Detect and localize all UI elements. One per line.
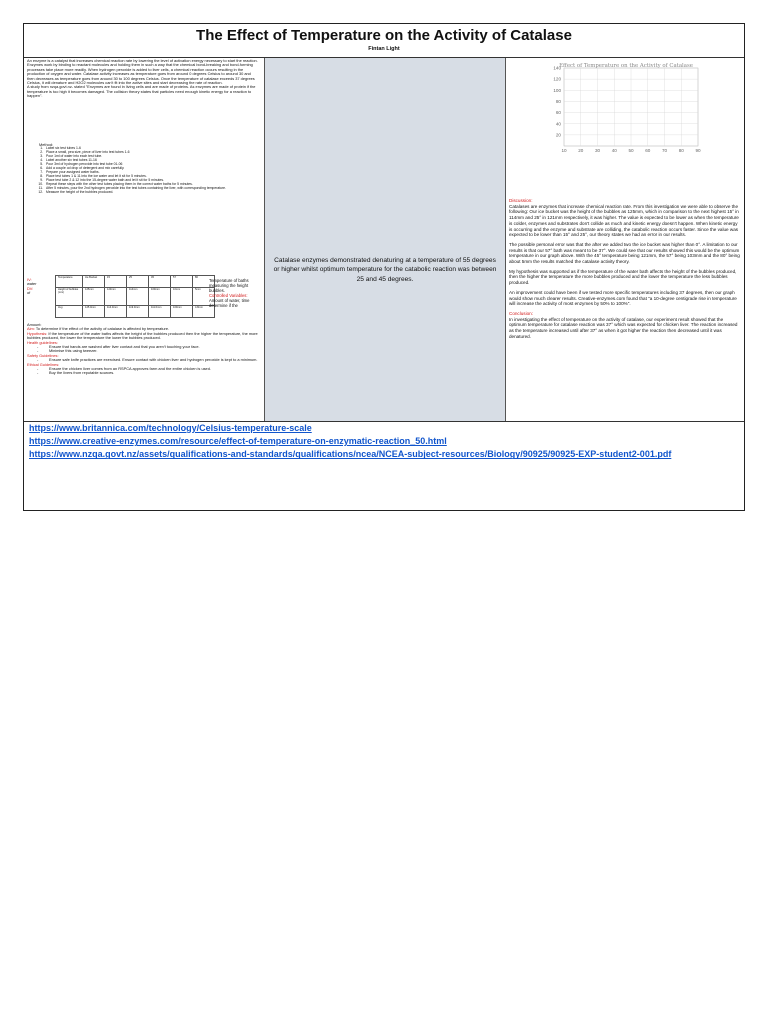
table-cell: Avg — [56, 306, 83, 318]
method-step: 7. Prepare your assigned water baths. — [44, 171, 259, 175]
method-step: 6. Add a couple od drop of detergent and mix carefully. — [44, 167, 259, 171]
x-tick-label: 10 — [561, 148, 567, 153]
method-step: 8. Place test tubes 1 & 11 into the ice water and let it sit for 5 minutes. — [44, 175, 259, 179]
poster — [23, 23, 745, 511]
ethical-list — [27, 367, 259, 376]
table-cell: 4.8mm — [193, 306, 215, 318]
intro-block — [27, 59, 259, 99]
reference-link[interactable]: https://www.nzqa.govt.nz/assets/qualifications-and-standards/qualifications/ncea/NCEA-subject-resources/Biology/90925/90925-EXP-student2-001.pdf — [29, 449, 672, 460]
ethical-label: Ethical Guidelines: — [27, 361, 60, 367]
list-item: - Ensure that hands are washed after liver contact and that you aren't touching your face. — [49, 345, 259, 349]
x-tick-label: 90 — [695, 148, 701, 153]
method-step: 5. Pour 3ml of hydrogen peroxide into test tube 01-06 — [44, 163, 259, 167]
table-cell: 15 — [105, 276, 127, 288]
activity-chart — [542, 60, 702, 160]
discussion-paragraph: The possible personal error was that the after we added two the ice bucket was higher than 0°. A limitation to our results is that our 57° bath was meant to be 37°. We could see that our results showed this would be the optimum temperature in our graph above. With the 45° temperature being 121mm, the 57° being 103mm and the 80° being about 5mm the results matched the catalase activity theory. — [509, 241, 740, 265]
poster-title: The Effect of Temperature on the Activity of Catalase — [196, 27, 572, 44]
y-tick-label: 20 — [555, 132, 561, 138]
aim-text: To determine if the effect of the activity of catalase is affected by temperature. — [35, 326, 170, 332]
table-cell: 114.0mm — [105, 306, 127, 318]
method-step: 2. Place a small, pea size, piece of liver into test tubes 1-6 — [44, 151, 259, 155]
method-label: Method: — [39, 142, 54, 147]
x-tick-label: 60 — [645, 148, 651, 153]
y-tick-label: 100 — [553, 87, 561, 93]
x-tick-label: 70 — [661, 148, 668, 153]
reference-link[interactable]: https://www.britannica.com/technology/Celsius-temperature-scale — [29, 423, 312, 433]
dv-description: Temperature of baths measuring the height bubbles. — [209, 278, 249, 293]
table-cell: 125.0mm — [83, 306, 105, 318]
x-tick-label: 80 — [678, 148, 684, 153]
aim-right-text: determine if the — [209, 303, 238, 308]
variables-right — [209, 278, 261, 308]
conclusion-text: In investigating the effect of temperature on the activity of catalase, our experiment result showed that the optimum temperature for catalase reaction was 37° which was expected for chicken liver. The reaction increased as the temperature increased until after 37° as when it got higher the reaction then decreased until it was denatured. — [509, 316, 738, 339]
x-tick-label: 30 — [594, 148, 601, 153]
list-item: - Buy the livers from reputable sources. — [49, 371, 259, 375]
discussion-paragraph: Catalases are enzymes that increase chemical reaction rate. From this investigation we were able to observe the following: Our ice bucket was the height of the bubbles as 125mm, which in comparison to the next highest 15° in 114mm and 25° in 121mm respectively, it was higher. The value is expected to be lower as when the temperature is colder, enzymes and substrates don't collide as much and kinetic energy doesn't happen. When kinetic energy is occurring and the enzyme and substrate are colliding, the catabolic reaction occurs faster. Since the value was expected to be lower than 15° and 25°, our theory states we had an error in our results. — [509, 203, 739, 238]
table-cell: 111.0mm — [149, 306, 171, 318]
y-tick-label: 60 — [555, 110, 561, 116]
method-list — [27, 147, 259, 194]
table-row — [56, 288, 215, 306]
variables-left — [27, 278, 55, 296]
list-item: - Ensure safe knife practices are exercised. Ensure contact with chicken liver and hydrogen peroxide is kept to a minimum. — [49, 358, 259, 362]
reference-link[interactable]: https://www.creative-enzymes.com/resource/effect-of-temperature-on-enzymatic-reaction_50.html — [29, 436, 447, 447]
x-tick-label: 40 — [611, 148, 617, 153]
list-item: - Minimise this using tweezer. — [49, 349, 259, 353]
discussion-label: Discussion: — [509, 198, 533, 203]
conclusion-label: Conclusion: — [509, 310, 534, 316]
intro-text: An enzyme is a catalyst that increases chemical reaction rate by lowering the level of activation energy necessary to start the reaction. Enzymes work by binding to reactant molecules and holding them in such a way that the chemical bond-breaking and bond-forming processes take place more readily. When hydrogen peroxide is added to liver cells, a chemical reaction occurs resulting in the production of oxygen and water. Catalase activity increases as temperature goes from around 0 degrees Celsius to around 30 and then decreases as temperature goes from around 30 to 100 degrees Celsius. Once the temperature of catalase exceeds 37 degrees Celsius, it will denature and H2O2 molecules can't fit into the active sites and start decreasing the rate of reaction. — [27, 58, 258, 86]
x-tick-label: 50 — [628, 148, 634, 153]
table-cell: 25 — [127, 276, 149, 288]
discussion-paragraph: An improvement could have been if we tested more specific temperatures including 37 degrees, then our graph would show much clearer results. Creative-enzymes.com found that "a 10-degree centigrade rise in temperature will increase the activity of most enzymes by 50% to 100%". — [509, 289, 737, 307]
method-block — [27, 143, 259, 195]
hypothesis-label: Hypothesis: — [27, 330, 48, 336]
summary-text: Catalase enzymes demonstrated denaturing at a temperature of 55 degrees or higher whilst optimum temperature for the catabolic reaction was between 25 and 45 degrees. — [273, 257, 497, 283]
table-cell: 100mm — [171, 306, 193, 318]
middle-panel — [265, 58, 506, 421]
dv-label: DV: — [27, 285, 34, 291]
x-tick-label: 20 — [578, 148, 584, 153]
results-table — [55, 275, 215, 318]
table-cell: Height of bubbles (mm) — [56, 288, 83, 306]
right-panel — [506, 58, 744, 421]
y-tick-label: 140 — [553, 65, 561, 71]
chart-title: Effect of Temperature on the Activity of Catalase — [559, 63, 693, 69]
table-row — [56, 306, 215, 318]
table-cell: Ice Bucket — [83, 276, 105, 288]
iv-text: water — [27, 281, 37, 287]
method-step: 11. After 5 minutes, pour the 2nd hydrogen peroxide into the test tubes containing the liver, with corresponding temperature. — [44, 187, 259, 191]
left-panel — [24, 58, 265, 421]
method-step: 12. Measure the height of the bubbles produced. — [44, 191, 259, 195]
aim-block — [27, 323, 259, 376]
y-tick-label: 40 — [555, 121, 561, 127]
y-tick-label: 120 — [553, 76, 561, 82]
discussion-block — [509, 198, 741, 343]
dv-text: of — [27, 290, 31, 296]
cv-label: Controlled Variables: — [209, 293, 248, 298]
y-tick-label: 80 — [555, 99, 561, 105]
list-item: - Ensure the chicken liver comes from an RSPCA approves farm and the entire chicken is used. — [49, 367, 259, 371]
poster-author: Fintan Light — [368, 46, 400, 52]
hypothesis-text: If the temperature of the water baths affects the height of the bubbles produced then the higher the temperature, the more bubbles produced, the lower the temperature the lower the bubbles produced. — [27, 330, 258, 341]
aim-label: Aim: — [27, 326, 35, 332]
table-cell: 80 — [193, 276, 215, 288]
chart-grid — [564, 68, 698, 146]
safety-list — [27, 358, 259, 362]
table-cell: 123mm — [105, 288, 127, 306]
amount-label: Amount: — [27, 322, 42, 327]
table-cell: 119.0mm — [127, 306, 149, 318]
table-cell: 45 — [149, 276, 171, 288]
table-cell: Temperature — [56, 276, 83, 288]
study-text: A study from nzqa.govt.nz- stated "Enzymes are found in living cells and are made of proteins. As enzymes are made of protein if the temperature is too high it becomes damaged. The collision theory states that particles need enough kinetic energy for a reaction to happen". — [27, 84, 256, 99]
table-cell: 57 — [171, 276, 193, 288]
cv-text: Amount of water, time — [209, 298, 250, 303]
method-step: 1. Label six test tubes 1-6 — [44, 147, 259, 151]
table-row — [56, 276, 215, 288]
method-step: 3. Pour 1ml of water into each test tube. — [44, 155, 259, 159]
table-cell: 114mm — [127, 288, 149, 306]
health-label: Health guidelines: — [27, 339, 58, 345]
iv-label: IV: — [27, 277, 32, 282]
method-step: 9. Place test tube 2 & 12 into the 15-degree water bath and let it sit for 5 minutes. — [44, 179, 259, 183]
safety-label: Safety Guidelines: — [27, 352, 59, 358]
table-cell: 5mm — [193, 288, 215, 306]
table-cell: 125mm — [83, 288, 105, 306]
table-cell: 100mm — [149, 288, 171, 306]
chart-ticks — [553, 66, 701, 153]
table-cell: 10mm — [171, 288, 193, 306]
health-list — [27, 345, 259, 354]
references — [29, 422, 741, 462]
method-step: 10. Repeat these steps with the other test tubes placing them in the correct water baths for 5 minutes. — [44, 183, 259, 187]
method-step: 4. Label another six test tubes 11-16 — [44, 159, 259, 163]
panels — [24, 57, 744, 422]
discussion-paragraph: My hypothesis was supported as if the temperature of the water bath affects the height of the bubbles produced, then the higher the temperature the more bubbles produced and the lower the temperature the less bubbles produced. — [509, 268, 737, 286]
